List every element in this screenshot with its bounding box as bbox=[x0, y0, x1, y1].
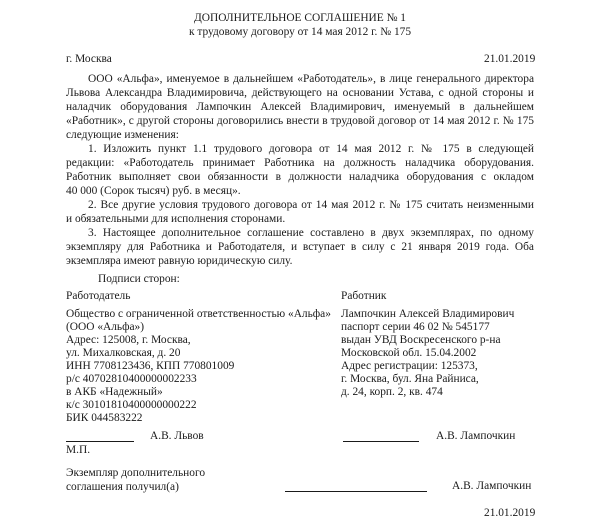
text-line: экземпляру для Работника и Работодателя, и вступает в силу с 21 января 2019 года. Оба bbox=[66, 241, 534, 253]
employer-label: Работодатель bbox=[66, 290, 131, 302]
text-line: 1. Изложить пункт 1.1 трудового договора от 14 мая 2012 г. № 175 в следующей bbox=[88, 143, 534, 155]
text-line: редакции: «Работодатель принимает Работника на должность наладчика оборудования. bbox=[66, 157, 534, 169]
employer-line: Общество с ограниченной ответственностью «Альфа» bbox=[66, 308, 331, 320]
document-date: 21.01.2019 bbox=[484, 53, 536, 65]
receipt-line: соглашения получил(а) bbox=[66, 481, 179, 493]
employer-line: в АКБ «Надежный» bbox=[66, 386, 163, 398]
receipt-text bbox=[66, 466, 205, 494]
employer-line: БИК 044583222 bbox=[66, 412, 143, 424]
employer-line: к/с 30101810400000000222 bbox=[66, 399, 197, 411]
employer-details bbox=[66, 307, 331, 424]
employee-label: Работник bbox=[341, 290, 387, 302]
employee-signature-line bbox=[343, 441, 419, 442]
receipt-line: Экземпляр дополнительного bbox=[66, 467, 206, 479]
text-line: 3. Настоящее дополнительное соглашение составлено в двух экземплярах, по одному bbox=[88, 227, 534, 239]
text-line: Работник выполняет свои обязанности в должности наладчика оборудования с окладом bbox=[66, 171, 534, 183]
text-line: и обязательными для исполнения сторонами. bbox=[66, 213, 286, 225]
city: г. Москва bbox=[66, 53, 112, 65]
text-line: следующие изменения: bbox=[66, 129, 179, 141]
employer-signer: А.В. Львов bbox=[150, 430, 204, 442]
text-line: ООО «Альфа», именуемое в дальнейшем «Работодатель», в лице генерального директора bbox=[88, 73, 534, 85]
text-line: 40 000 (Сорок тысяч) руб. в месяц». bbox=[66, 185, 241, 197]
employer-line: ИНН 7708123436, КПП 770801009 bbox=[66, 360, 235, 372]
text-line: наладчик оборудования Лампочкин Алексей Владимирович, именуемый в дальнейшем bbox=[66, 101, 534, 113]
text-line: «Работник», с другой стороны договорились внести в трудовой договор от 14 мая 2012 г. № 175 bbox=[66, 115, 534, 127]
text-line: экземпляра имеют равную юридическую силу. bbox=[66, 255, 293, 267]
employee-signer: А.В. Лампочкин bbox=[436, 430, 516, 442]
employer-line: р/с 40702810400000002233 bbox=[66, 373, 197, 385]
signatures-heading: Подписи сторон: bbox=[98, 273, 180, 285]
seal-mark: М.П. bbox=[66, 444, 91, 456]
text-line: Львова Александра Владимировича, действующего на основании Устава, с одной стороны и bbox=[66, 87, 534, 99]
employer-line: Адрес: 125008, г. Москва, bbox=[66, 334, 191, 346]
receipt-signature-line bbox=[285, 491, 427, 492]
receipt-signer: А.В. Лампочкин bbox=[452, 480, 532, 492]
employee-line: д. 24, корп. 2, кв. 474 bbox=[341, 386, 443, 398]
employee-line: Лампочкин Алексей Владимирович bbox=[341, 308, 515, 320]
employer-line: (ООО «Альфа») bbox=[66, 321, 145, 333]
employee-line: паспорт серии 46 02 № 545177 bbox=[341, 321, 490, 333]
employee-line: Адрес регистрации: 125373, bbox=[341, 360, 478, 372]
employer-line: ул. Михалковская, д. 20 bbox=[66, 347, 181, 359]
intro-paragraph bbox=[66, 72, 534, 142]
receipt-date: 21.01.2019 bbox=[484, 507, 536, 519]
document-title: ДОПОЛНИТЕЛЬНОЕ СОГЛАШЕНИЕ № 1 bbox=[194, 12, 406, 24]
clause-1 bbox=[66, 142, 534, 198]
clause-2 bbox=[66, 198, 534, 226]
employee-line: Московской обл. 15.04.2002 bbox=[341, 347, 477, 359]
text-line: 2. Все другие условия трудового договора от 14 мая 2012 г. № 175 считать неизменными bbox=[88, 199, 534, 211]
employee-line: выдан УВД Воскресенского р-на bbox=[341, 334, 501, 346]
document-subtitle: к трудовому договору от 14 мая 2012 г. № 175 bbox=[188, 26, 412, 38]
employee-details bbox=[341, 307, 514, 398]
employee-line: г. Москва, бул. Яна Райниса, bbox=[341, 373, 479, 385]
employer-signature-line bbox=[66, 441, 134, 442]
clause-3 bbox=[66, 226, 534, 268]
